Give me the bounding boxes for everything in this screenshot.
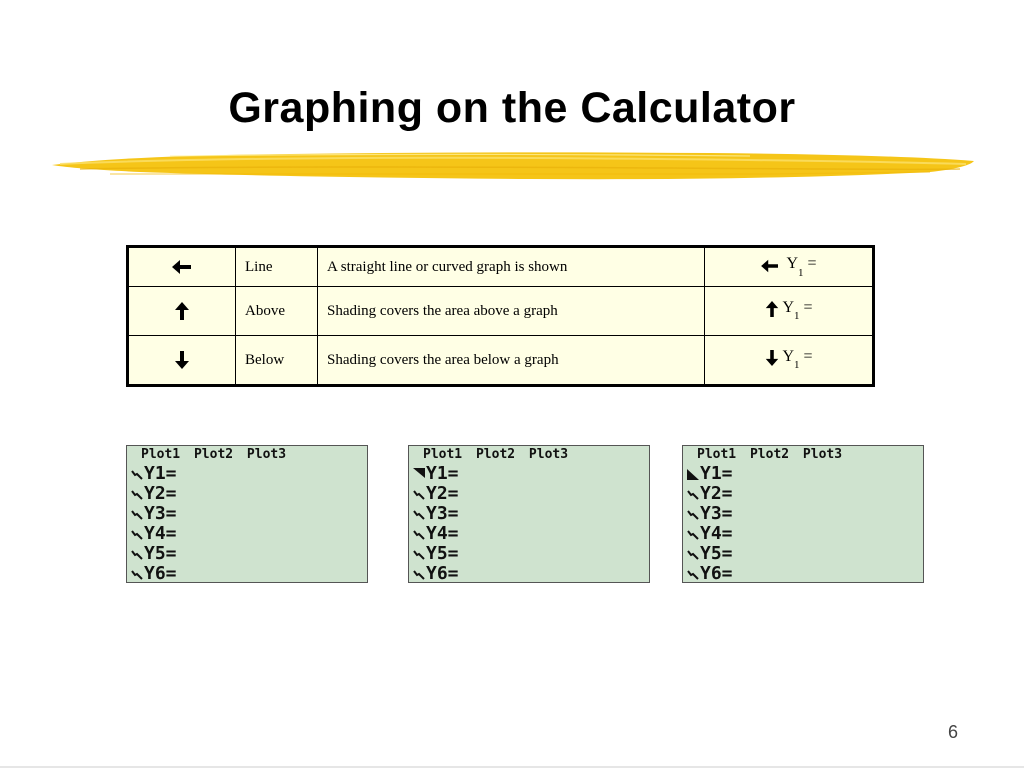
line-style-icon xyxy=(131,548,143,560)
equation-label: $Y_1$ = xyxy=(786,255,817,279)
shade-above-icon xyxy=(413,468,425,480)
y-line: Y2= xyxy=(413,484,459,504)
page-number: 6 xyxy=(947,722,958,742)
line-style-icon xyxy=(413,548,425,560)
y-line: Y6= xyxy=(413,564,459,583)
table-row xyxy=(128,336,874,386)
line-style-icon xyxy=(687,488,699,500)
style-name: Line xyxy=(236,247,318,287)
line-style-icon xyxy=(131,568,143,580)
symbol-cell xyxy=(128,336,236,386)
line-style-icon xyxy=(131,468,143,480)
symbol-cell xyxy=(128,287,236,336)
y-line: Y1= xyxy=(413,464,459,484)
style-description: A straight line or curved graph is shown xyxy=(318,247,705,287)
equation-label: $Y_1$ = xyxy=(782,347,813,372)
equation-label: $Y_1$ = xyxy=(782,298,813,323)
line-style-icon xyxy=(131,488,143,500)
line-style-icon xyxy=(687,528,699,540)
y-line: Y4= xyxy=(687,524,733,544)
y-line: Y5= xyxy=(131,544,177,564)
table-row xyxy=(128,287,874,336)
y-line: Y1= xyxy=(687,464,733,484)
style-description: Shading covers the area above a graph xyxy=(318,287,705,336)
y-line: Y3= xyxy=(687,504,733,524)
style-description: Shading covers the area below a graph xyxy=(318,336,705,386)
up-arrow-icon xyxy=(764,300,780,318)
y-line: Y1= xyxy=(131,464,177,484)
up-arrow-icon xyxy=(173,301,191,321)
line-style-icon xyxy=(131,508,143,520)
line-style-icon xyxy=(131,528,143,540)
y-line: Y3= xyxy=(131,504,177,524)
y-line: Y4= xyxy=(131,524,177,544)
y-line: Y6= xyxy=(687,564,733,583)
down-arrow-icon xyxy=(173,350,191,370)
left-arrow-icon xyxy=(171,258,193,276)
calculator-screen-above xyxy=(408,445,650,583)
style-name: Below xyxy=(236,336,318,386)
y-line: Y5= xyxy=(413,544,459,564)
symbol-cell xyxy=(128,247,236,287)
line-style-icon xyxy=(687,568,699,580)
y-line: Y4= xyxy=(413,524,459,544)
calculator-screen-line xyxy=(126,445,368,583)
y-line: Y2= xyxy=(131,484,177,504)
plot-header: Plot1 Plot2 Plot3 xyxy=(141,447,287,462)
plot-header: Plot1 Plot2 Plot3 xyxy=(423,447,569,462)
y-line: Y3= xyxy=(413,504,459,524)
calculator-screen-below xyxy=(682,445,924,583)
line-style-icon xyxy=(687,508,699,520)
yellow-brush-stroke xyxy=(50,148,976,184)
shade-below-icon xyxy=(687,468,699,480)
equation-cell xyxy=(705,247,874,287)
plot-header: Plot1 Plot2 Plot3 xyxy=(697,447,843,462)
line-style-icon xyxy=(413,568,425,580)
line-style-icon xyxy=(687,548,699,560)
line-style-icon xyxy=(413,508,425,520)
y-line: Y6= xyxy=(131,564,177,583)
down-arrow-icon xyxy=(764,349,780,367)
equation-cell xyxy=(705,336,874,386)
left-arrow-icon xyxy=(760,258,780,274)
style-name: Above xyxy=(236,287,318,336)
table-row xyxy=(128,247,874,287)
line-style-icon xyxy=(413,528,425,540)
y-line: Y5= xyxy=(687,544,733,564)
y-line: Y2= xyxy=(687,484,733,504)
graph-style-table xyxy=(126,245,875,387)
line-style-icon xyxy=(413,488,425,500)
equation-cell xyxy=(705,287,874,336)
slide-title: Graphing on the Calculator xyxy=(228,84,796,132)
